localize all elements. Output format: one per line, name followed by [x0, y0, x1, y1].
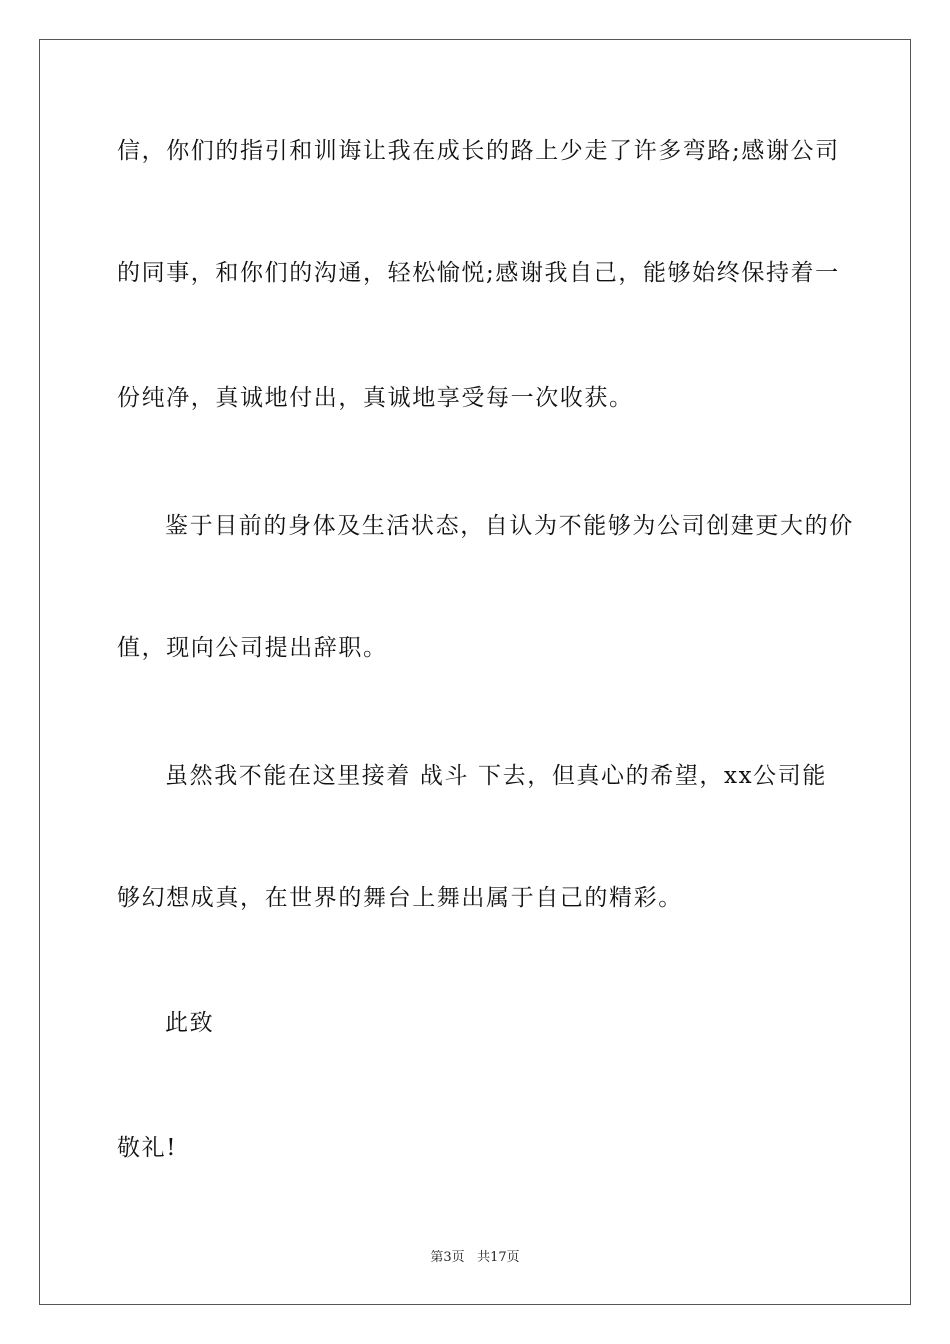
- body-line-2: 的同事，和你们的沟通，轻松愉悦;感谢我自己，能够始终保持着一: [117, 260, 840, 286]
- body-line-1: 信，你们的指引和训诲让我在成长的路上少走了许多弯路;感谢公司: [117, 138, 840, 164]
- body-line-3: 份纯净，真诚地付出，真诚地享受每一次收获。: [117, 385, 634, 411]
- body-line-7: 够幻想成真，在世界的舞台上舞出属于自己的精彩。: [117, 885, 683, 911]
- body-line-5: 值，现向公司提出辞职。: [117, 635, 388, 661]
- closing-respect: 敬礼!: [117, 1135, 178, 1161]
- closing-salutation: 此致: [165, 1010, 215, 1036]
- body-line-6: 虽然我不能在这里接着 战斗 下去，但真心的希望，xx公司能: [165, 763, 827, 789]
- page-total: 共17页: [477, 1250, 520, 1265]
- page-footer: [0, 1246, 950, 1265]
- page-number: 第3页: [430, 1250, 465, 1265]
- body-line-4: 鉴于目前的身体及生活状态，自认为不能够为公司创建更大的价: [165, 513, 854, 539]
- page-border: [39, 39, 911, 1305]
